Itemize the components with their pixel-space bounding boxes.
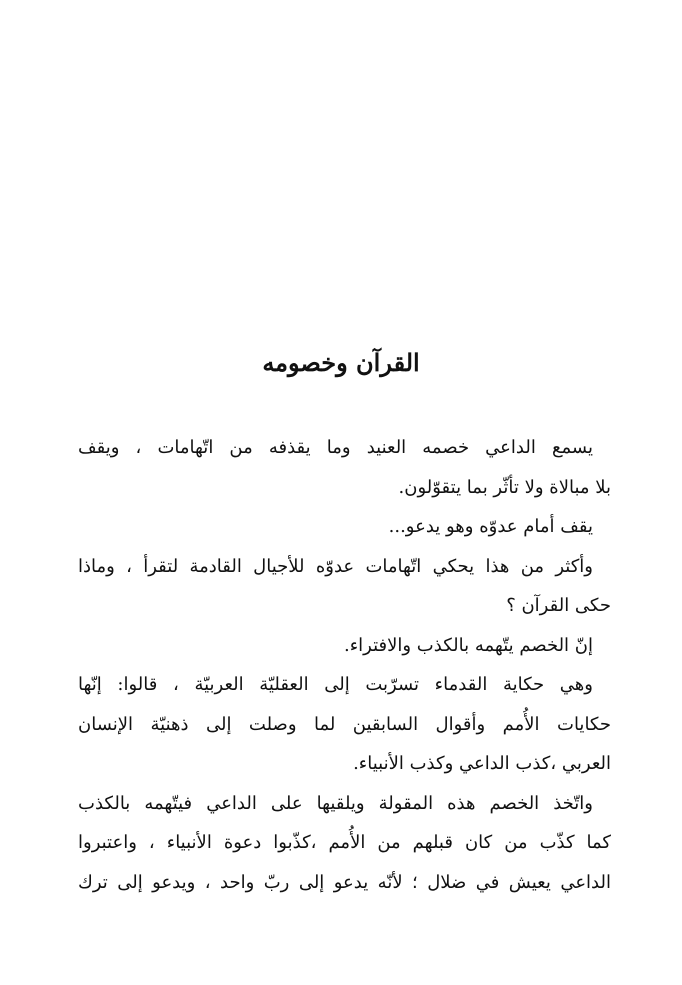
text-line: وأكثر من هذا يحكي اتّهامات عدوّه للأجيال القادمة لتقرأ ، وماذا bbox=[78, 555, 593, 577]
text-line: حكى القرآن ؟ bbox=[506, 595, 611, 616]
chapter-title: القرآن وخصومه bbox=[262, 348, 420, 377]
text-line: بلا مبالاة ولا تأثّر بما يتقوّلون. bbox=[398, 476, 611, 498]
text-line: واتّخذ الخصم هذه المقولة ويلقيها على الداعي فيتّهمه بالكذب bbox=[78, 792, 593, 814]
text-line: وهي حكاية القدماء تسرّبت إلى العقليّة العربيّة ، قالوا: إنّها bbox=[78, 674, 593, 695]
text-line: يقف أمام عدوّه وهو يدعو... bbox=[388, 516, 593, 537]
text-line: حكايات الأُمم وأقوال السابقين لما وصلت إلى ذهنيّة الإنسان bbox=[78, 713, 611, 735]
text-line: كما كذّب من كان قبلهم من الأُمم ،كذّبوا دعوة الأنبياء ، واعتبروا bbox=[78, 832, 611, 853]
body-text bbox=[78, 428, 611, 902]
text-line: إنّ الخصم يتّهمه بالكذب والافتراء. bbox=[343, 634, 593, 656]
text-line: الداعي يعيش في ضلال ؛ لأنّه يدعو إلى ربّ واحد ، ويدعو إلى ترك bbox=[78, 871, 611, 893]
text-line: يسمع الداعي خصمه العنيد وما يقذفه من اتّهامات ، ويقف bbox=[78, 437, 594, 458]
text-line: العربي ،كذب الداعي وكذب الأنبياء. bbox=[353, 753, 611, 774]
